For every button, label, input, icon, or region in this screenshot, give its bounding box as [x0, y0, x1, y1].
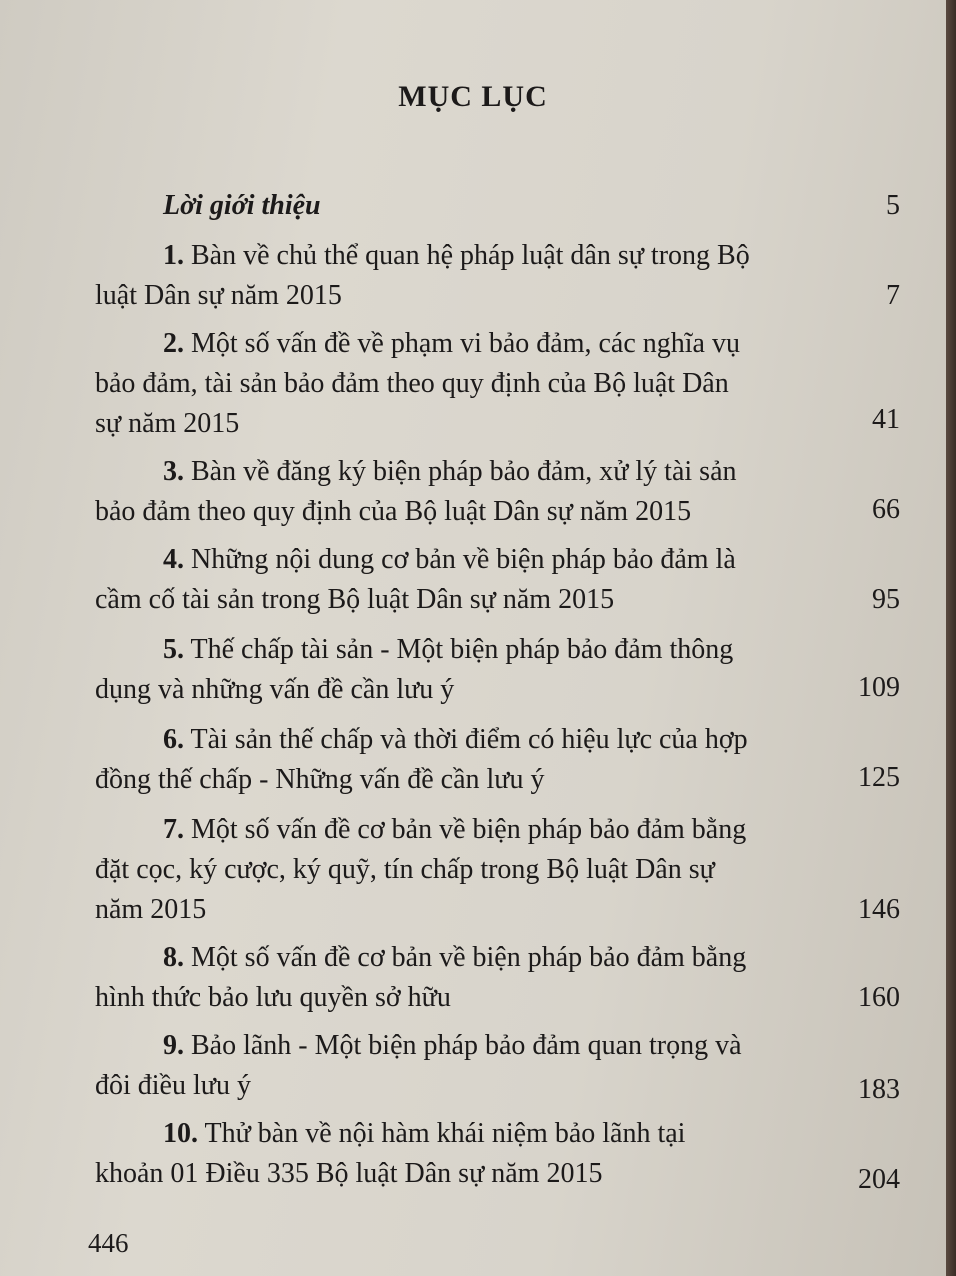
toc-entry-3 [95, 452, 795, 532]
toc-page-number: 183 [858, 1074, 900, 1105]
toc-entry-line: bảo đảm theo quy định của Bộ luật Dân sự năm 2015 [95, 496, 692, 527]
toc-entry-line: sự năm 2015 [95, 408, 240, 439]
toc-entry-line: Những nội dung cơ bản về biện pháp bảo đảm là [191, 544, 736, 575]
toc-entry-line: hình thức bảo lưu quyền sở hữu [95, 982, 451, 1013]
toc-page-number: 5 [886, 190, 900, 221]
toc-page-number: 146 [858, 894, 900, 925]
toc-entry-10 [95, 1114, 795, 1194]
toc-entry-title: Lời giới thiệu [163, 190, 321, 221]
toc-entry-1 [95, 236, 795, 316]
toc-entry-line: Một số vấn đề về phạm vi bảo đảm, các nghĩa vụ [191, 328, 740, 359]
toc-entry-7 [95, 810, 795, 930]
toc-entry-number: 7. [163, 814, 184, 845]
toc-entry-line: năm 2015 [95, 894, 207, 925]
toc-entry-number: 2. [163, 328, 184, 359]
toc-entry-line: dụng và những vấn đề cần lưu ý [95, 674, 455, 705]
toc-entry-number: 5. [163, 634, 184, 665]
toc-entry-line: Thử bàn về nội hàm khái niệm bảo lãnh tại [204, 1118, 686, 1149]
toc-page-number: 204 [858, 1164, 900, 1195]
toc-entry-line: đặt cọc, ký cược, ký quỹ, tín chấp trong Bộ luật Dân sự [95, 854, 715, 885]
page-folio-number: 446 [88, 1228, 129, 1258]
toc-page-number: 95 [872, 584, 900, 615]
toc-entry-line: cầm cố tài sản trong Bộ luật Dân sự năm 2015 [95, 584, 615, 615]
toc-entry-number: 8. [163, 942, 184, 973]
toc-entry-number: 4. [163, 544, 184, 575]
toc-entry-number: 10. [163, 1118, 198, 1149]
toc-entry-line: đôi điều lưu ý [95, 1070, 251, 1101]
toc-entry-8 [95, 938, 795, 1018]
toc-page-number: 7 [886, 280, 900, 311]
page-title: MỤC LỤC [398, 80, 548, 113]
toc-entry-number: 3. [163, 456, 184, 487]
page-edge-shadow [946, 0, 956, 1276]
toc-entry-number: 6. [163, 724, 184, 755]
toc-entry-2 [95, 324, 795, 444]
toc-entry-line: khoản 01 Điều 335 Bộ luật Dân sự năm 2015 [95, 1158, 603, 1189]
toc-entry-4 [95, 540, 795, 620]
toc-entry-line: Bàn về chủ thể quan hệ pháp luật dân sự trong Bộ [191, 240, 750, 271]
toc-entry-line: bảo đảm, tài sản bảo đảm theo quy định của Bộ luật Dân [95, 368, 729, 399]
toc-entry-6 [95, 720, 795, 800]
toc-entry-line: Một số vấn đề cơ bản về biện pháp bảo đảm bằng [191, 814, 747, 845]
toc-entry-line: Một số vấn đề cơ bản về biện pháp bảo đảm bằng [191, 942, 747, 973]
toc-entry-line: Thế chấp tài sản - Một biện pháp bảo đảm thông [190, 634, 734, 665]
toc-page-number: 109 [858, 672, 900, 703]
toc-entry-line: Bảo lãnh - Một biện pháp bảo đảm quan trọng và [191, 1030, 742, 1061]
toc-entry-number: 9. [163, 1030, 184, 1061]
toc-entry-9 [95, 1026, 795, 1106]
toc-entry-number: 1. [163, 240, 184, 271]
toc-page-number: 125 [858, 762, 900, 793]
toc-entry-line: luật Dân sự năm 2015 [95, 280, 342, 311]
toc-page-number: 66 [872, 494, 900, 525]
toc-entry-5 [95, 630, 795, 710]
toc-entry-intro [95, 186, 795, 226]
toc-entry-line: Tài sản thế chấp và thời điểm có hiệu lực của hợp [190, 724, 748, 755]
toc-page-number: 160 [858, 982, 900, 1013]
toc-page-number: 41 [872, 404, 900, 435]
toc-entry-line: Bàn về đăng ký biện pháp bảo đảm, xử lý tài sản [191, 456, 737, 487]
toc-entry-line: đồng thế chấp - Những vấn đề cần lưu ý [95, 764, 545, 795]
